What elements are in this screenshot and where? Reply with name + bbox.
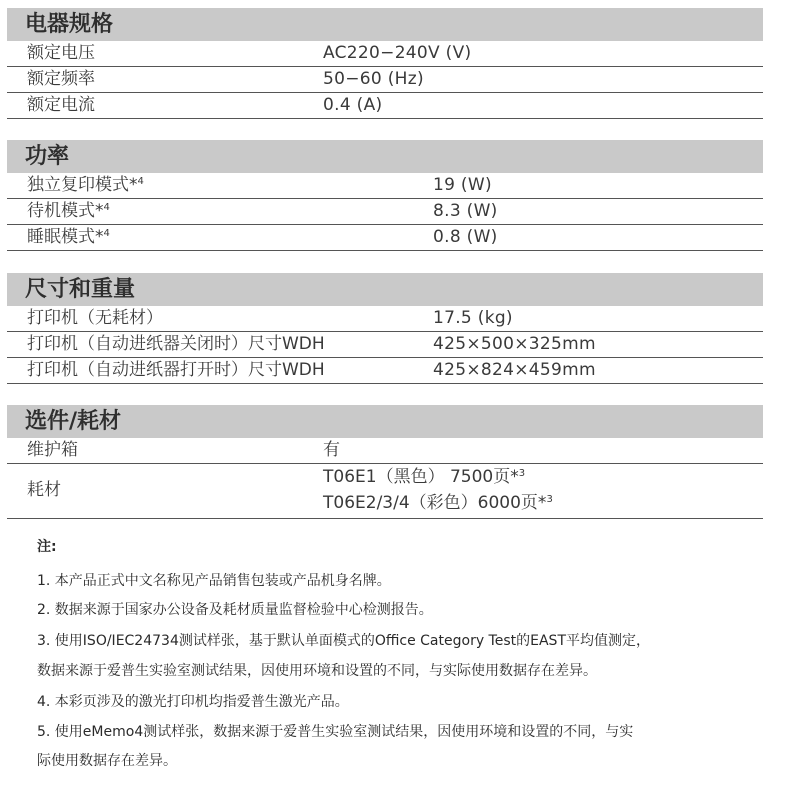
- spec-row-rated-frequency: [7, 67, 763, 93]
- spec-row-copy-mode-power: [7, 173, 763, 199]
- footnote-mark: 4: [103, 228, 110, 239]
- notes-title: 注:: [37, 539, 57, 555]
- note-line: 3. 使用ISO/IEC24734测试样张，基于默认单面模式的Office Category Test的EAST平均值测定，: [37, 633, 650, 649]
- spec-label: 维护箱: [27, 440, 78, 460]
- spec-label: 打印机（自动进纸器关闭时）尺寸WDH: [27, 334, 325, 354]
- spec-row-rated-voltage: [7, 41, 763, 67]
- spec-value-black-ink: T06E1（黑色） 7500页*$^3$: [323, 467, 526, 487]
- spec-value: 8.3 (W): [433, 201, 498, 221]
- spec-value: 17.5 (kg): [433, 308, 513, 328]
- spec-row-rated-current: [7, 93, 763, 119]
- note-line: 数据来源于爱普生实验室测试结果，因使用环境和设置的不同，与实际使用数据存在差异。: [37, 663, 597, 679]
- spec-label: 额定频率: [27, 69, 95, 89]
- spec-value: 0.4 (A): [323, 95, 383, 115]
- spec-row-consumables: [7, 464, 763, 519]
- note-line: 2. 数据来源于国家办公设备及耗材质量监督检验中心检测报告。: [37, 602, 433, 618]
- spec-row-size-open: [7, 358, 763, 384]
- note-line: 5. 使用eMemo4测试样张，数据来源于爱普生实验室测试结果，因使用环境和设置的不同，与实: [37, 724, 634, 740]
- spec-label: 耗材: [27, 480, 61, 500]
- spec-value-color-ink: T06E2/3/4（彩色）6000页*$^3$: [323, 493, 553, 513]
- spec-value: 0.8 (W): [433, 227, 498, 247]
- spec-label: 打印机（自动进纸器打开时）尺寸WDH: [27, 360, 325, 380]
- footnote-mark: 3: [518, 468, 526, 479]
- spec-label: 额定电流: [27, 95, 95, 115]
- spec-value: 19 (W): [433, 175, 492, 195]
- spec-value: 425×824×459mm: [433, 360, 596, 380]
- spec-row-size-closed: [7, 332, 763, 358]
- section-header-options: 选件/耗材: [7, 405, 763, 438]
- note-line: 4. 本彩页涉及的激光打印机均指爱普生激光产品。: [37, 694, 349, 710]
- footnote-mark: 4: [103, 202, 110, 213]
- section-header-electrical: 电器规格: [7, 8, 763, 41]
- note-line: 1. 本产品正式中文名称见产品销售包装或产品机身名牌。: [37, 573, 391, 589]
- spec-label: 打印机（无耗材）: [27, 308, 163, 328]
- spec-value: 425×500×325mm: [433, 334, 596, 354]
- footnote-mark: 3: [546, 494, 553, 505]
- section-header-dimensions: 尺寸和重量: [7, 273, 763, 306]
- spec-value: 50−60 (Hz): [323, 69, 424, 89]
- footnote-mark: 4: [137, 176, 144, 187]
- spec-value: AC220−240V (V): [323, 43, 472, 63]
- spec-value: 有: [323, 440, 341, 460]
- spec-label: 额定电压: [27, 43, 95, 63]
- section-header-power: 功率: [7, 140, 763, 173]
- spec-row-sleep-power: [7, 225, 763, 251]
- spec-row-maintenance-box: [7, 438, 763, 464]
- spec-label: 独立复印模式*$^4$: [27, 175, 144, 195]
- spec-row-standby-power: [7, 199, 763, 225]
- spec-label: 睡眠模式*$^4$: [27, 227, 110, 247]
- note-line: 际使用数据存在差异。: [37, 753, 177, 769]
- spec-row-weight: [7, 306, 763, 332]
- spec-label: 待机模式*$^4$: [27, 201, 110, 221]
